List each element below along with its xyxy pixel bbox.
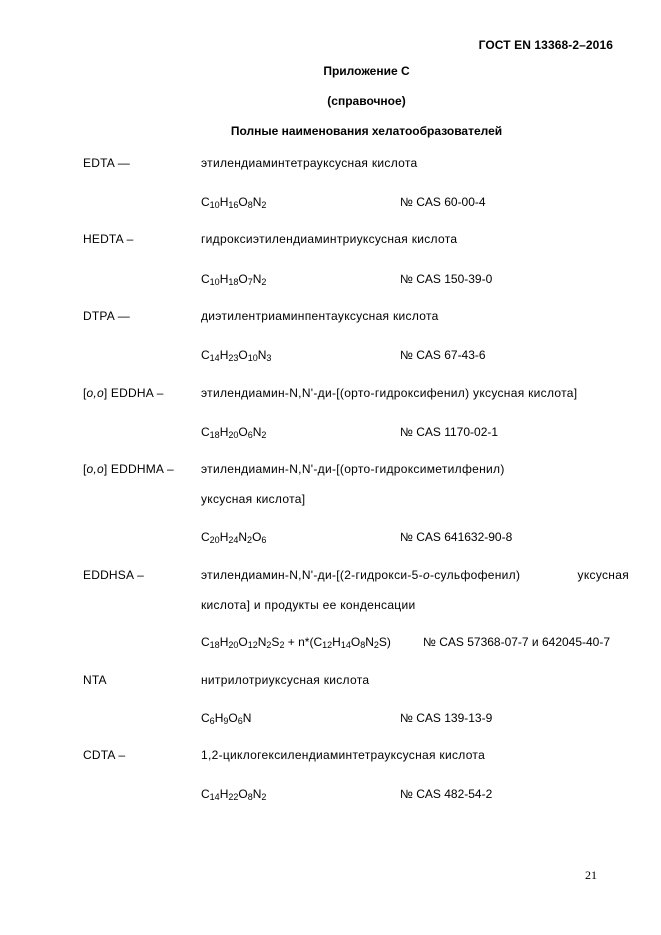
appendix-title: Приложение С — [323, 64, 410, 78]
name-cdta: 1,2-циклогексилендиаминтетрауксусная кислота — [201, 748, 486, 762]
formula-eddhma: $C_{20}H_{24}N_2O_6$ — [201, 530, 267, 545]
cas-cdta: № CAS 482-54-2 — [400, 787, 493, 801]
name-hedta: гидроксиэтилендиаминтриуксусная кислота — [201, 232, 458, 246]
cas-eddha: № CAS 1170-02-1 — [400, 425, 499, 439]
name-eddhma-line2: уксусная кислота] — [201, 492, 306, 506]
section-heading: Полные наименования хелатообразователей — [230, 124, 503, 138]
name-eddhsa-line1: этилендиамин-N,N'-ди-[(2-гидрокси-5-о-сульфофенил) уксусная — [201, 568, 629, 582]
formula-dtpa: $C_{14}H_{23}O_{10}N_3$ — [201, 348, 272, 363]
cas-dtpa: № CAS 67-43-6 — [400, 348, 486, 362]
cas-hedta: № CAS 150-39-0 — [400, 272, 493, 286]
appendix-type: (справочное) — [327, 94, 406, 108]
abbr-eddhsa: EDDHSA – — [83, 568, 144, 582]
abbr-cdta: CDTA – — [83, 748, 126, 762]
cas-nta: № CAS 139-13-9 — [400, 711, 493, 725]
page-number: 21 — [585, 868, 597, 882]
abbr-dtpa: DTPA — — [83, 309, 130, 323]
document-code: ГОСТ EN 13368-2–2016 — [478, 38, 613, 52]
name-nta: нитрилотриуксусная кислота — [201, 673, 370, 687]
name-dtpa: диэтилентриаминпентауксусная кислота — [201, 309, 439, 323]
formula-nta: $C_6H_9O_6N$ — [201, 711, 252, 726]
cas-eddhma: № CAS 641632-90-8 — [400, 530, 513, 544]
abbr-eddha: [o,o] EDDHA – — [83, 386, 164, 400]
abbr-hedta: HEDTA – — [83, 232, 134, 246]
formula-hedta: $C_{10}H_{18}O_7N_2$ — [201, 272, 267, 287]
name-edta: этилендиаминтетрауксусная кислота — [201, 156, 418, 170]
name-eddha: этилендиамин-N,N'-ди-[(орто-гидроксифенил) уксусная кислота] — [201, 386, 578, 400]
formula-eddhsa: $C_{18}H_{20}O_{12}N_2S_2 + n*(C_{12}H_{14}O_8N_2S)$ — [201, 635, 391, 650]
cas-edta: № CAS 60-00-4 — [400, 195, 486, 209]
cas-eddhsa: № CAS 57368-07-7 и 642045-40-7 — [423, 635, 611, 649]
name-eddhma-line1: этилендиамин-N,N'-ди-[(орто-гидроксиметилфенил) — [201, 462, 505, 476]
abbr-edta: EDTA — — [83, 156, 130, 170]
abbr-nta: NTA — [83, 673, 107, 687]
abbr-eddhma: [o,o] EDDHMA – — [83, 462, 174, 476]
formula-eddha: $C_{18}H_{20}O_6N_2$ — [201, 425, 267, 440]
formula-cdta: $C_{14}H_{22}O_8N_2$ — [201, 787, 267, 802]
formula-edta: $C_{10}H_{16}O_8N_2$ — [201, 195, 267, 210]
name-eddhsa-line2: кислота] и продукты ее конденсации — [201, 598, 416, 612]
